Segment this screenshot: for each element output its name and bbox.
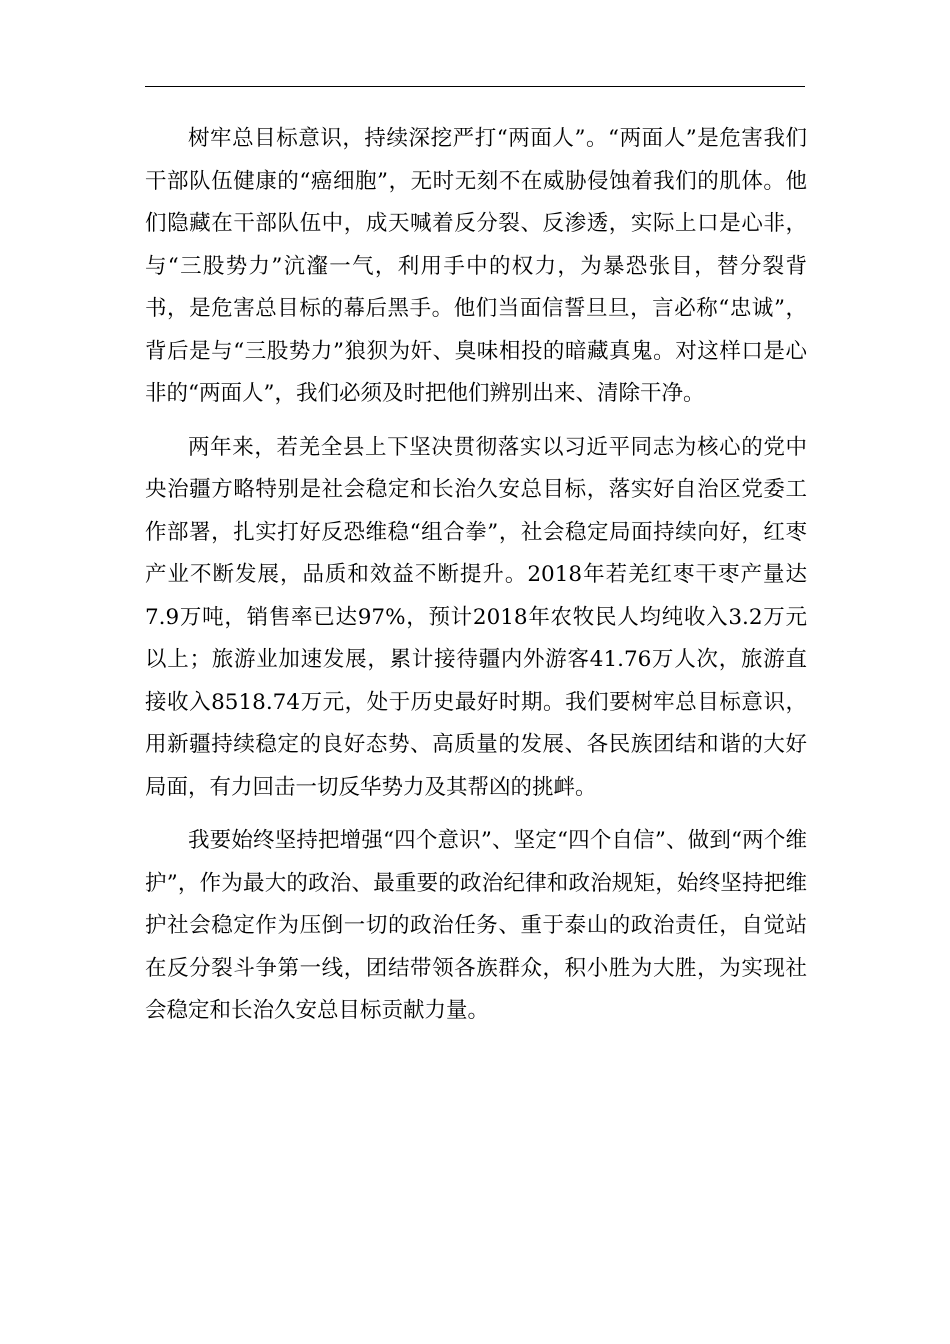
header-rule [145,86,805,87]
paragraph-2: 两年来，若羌全县上下坚决贯彻落实以习近平同志为核心的党中央治疆方略特别是社会稳定和长治久安总目标，落实好自治区党委工作部署，扎实打好反恐维稳“组合拳”，社会稳定局面持续向好，红枣产业不断发展，品质和效益不断提升。2018年若羌红枣干枣产量达7.9万吨，销售率已达97%，预计2018年农牧民人均纯收入3.2万元以上；旅游业加速发展，累计接待疆内外游客41.76万人次，旅游直接收入8518.74万元，处于历史最好时期。我们要树牢总目标意识，用新疆持续稳定的良好态势、高质量的发展、各民族团结和谐的大好局面，有力回击一切反华势力及其帮凶的挑衅。 [145,434,807,800]
document-body [145,118,807,1044]
paragraph-3: 我要始终坚持把增强“四个意识”、坚定“四个自信”、做到“两个维护”，作为最大的政治、最重要的政治纪律和政治规矩，始终坚持把维护社会稳定作为压倒一切的政治任务、重于泰山的政治责任，自觉站在反分裂斗争第一线，团结带领各族群众，积小胜为大胜，为实现社会稳定和长治久安总目标贡献力量。 [145,828,807,1023]
paragraph-1: 树牢总目标意识，持续深挖严打“两面人”。“两面人”是危害我们干部队伍健康的“癌细胞”，无时无刻不在威胁侵蚀着我们的肌体。他们隐藏在干部队伍中，成天喊着反分裂、反渗透，实际上口是心非，与“三股势力”沆瀣一气，利用手中的权力，为暴恐张目，替分裂背书，是危害总目标的幕后黑手。他们当面信誓旦旦，言必称“忠诚”，背后是与“三股势力”狼狈为奸、臭味相投的暗藏真鬼。对这样口是心非的“两面人”，我们必须及时把他们辨别出来、清除干净。 [145,126,807,406]
